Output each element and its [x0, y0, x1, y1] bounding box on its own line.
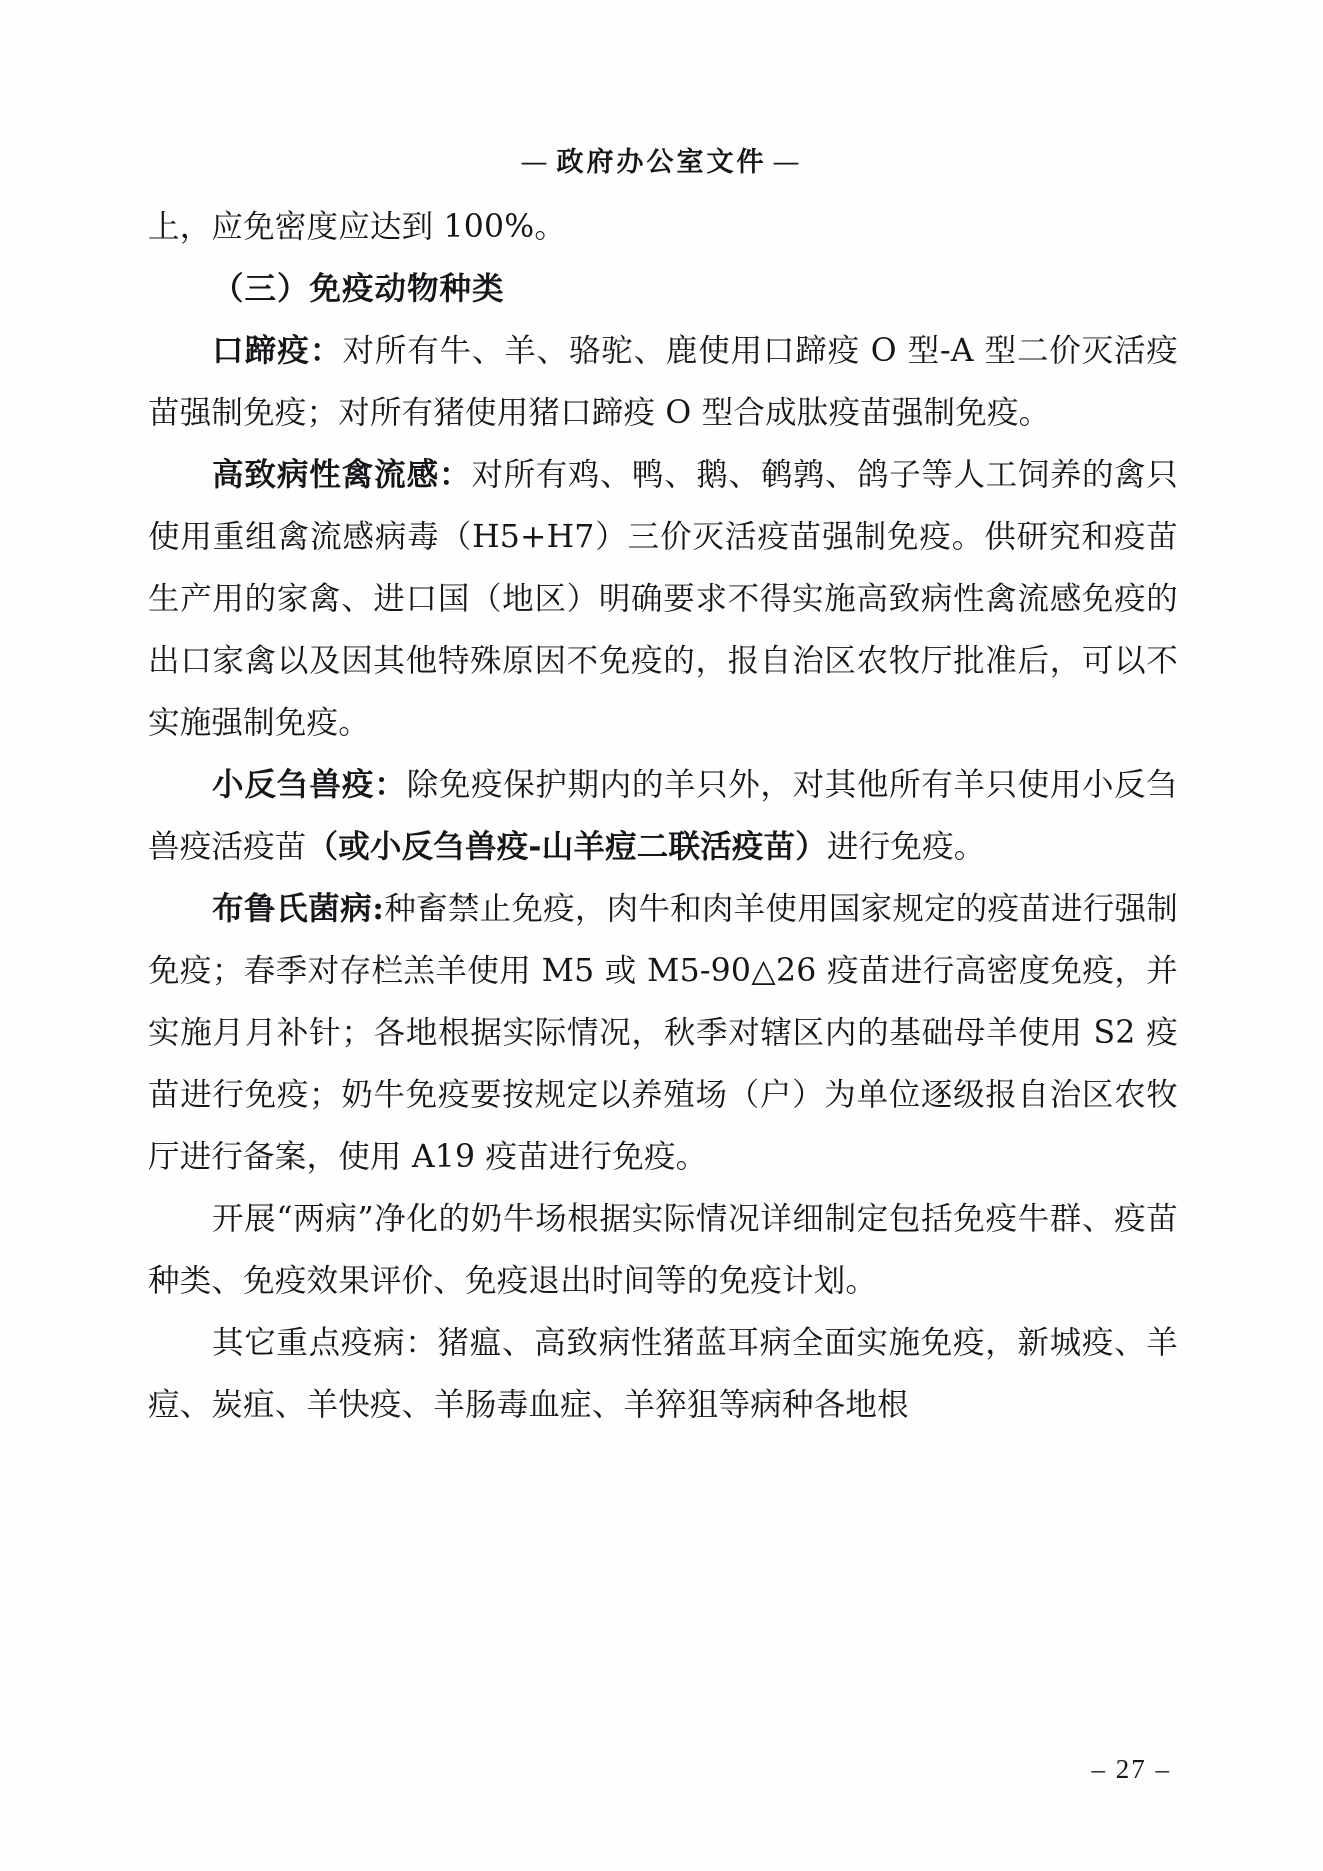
paragraph-carryover: 上，应免密度应达到 100%。	[148, 209, 567, 245]
header-dash-left: —	[520, 147, 551, 178]
term-ppr-text-2: 进行免疫。	[827, 829, 986, 865]
paragraph-other-diseases: 其它重点疫病：猪瘟、高致病性猪蓝耳病全面实施免疫，新城疫、羊痘、炭疽、羊快疫、羊肠毒血症、羊猝狙等病种各地根	[148, 1325, 1178, 1423]
term-ppr-text-1: 除免疫保护期内的羊只外，对其他所有羊只使用小反刍兽疫活疫苗	[148, 767, 1178, 865]
paragraph-fmd	[148, 320, 1178, 444]
term-brucellosis: 布鲁氏菌病:	[212, 890, 385, 927]
paragraph-avian-influenza	[148, 444, 1178, 754]
term-avian-influenza: 高致病性禽流感：	[212, 456, 472, 493]
paragraph-brucellosis	[148, 878, 1178, 1188]
term-ppr-text-emphasis: （或小反刍兽疫-山羊痘二联活疫苗）	[306, 828, 827, 865]
term-ppr: 小反刍兽疫：	[212, 766, 407, 803]
header-dash-right: —	[772, 147, 803, 178]
term-fmd-text: 对所有牛、羊、骆驼、鹿使用口蹄疫 O 型-A 型二价灭活疫苗强制免疫；对所有猪使用猪口蹄疫 O 型合成肽疫苗强制免疫。	[148, 333, 1178, 431]
paragraph-two-diseases: 开展“两病”净化的奶牛场根据实际情况详细制定包括免疫牛群、疫苗种类、免疫效果评价、免疫退出时间等的免疫计划。	[148, 1201, 1178, 1299]
term-avian-influenza-text: 对所有鸡、鸭、鹅、鹌鹑、鸽子等人工饲养的禽只使用重组禽流感病毒（H5+H7）三价灭活疫苗强制免疫。供研究和疫苗生产用的家禽、进口国（地区）明确要求不得实施高致病性禽流感免疫的出口家禽以及因其他特殊原因不免疫的，报自治区农牧厅批准后，可以不实施强制免疫。	[148, 457, 1178, 741]
section-heading: （三）免疫动物种类	[212, 270, 505, 307]
running-header	[0, 140, 1323, 179]
term-brucellosis-text: 种畜禁止免疫，肉牛和肉羊使用国家规定的疫苗进行强制免疫；春季对存栏羔羊使用 M5 或 M5-90△26 疫苗进行高密度免疫，并实施月月补针；各地根据实际情况，秋季对辖区内的基础母羊使用 S2 疫苗进行免疫；奶牛免疫要按规定以养殖场（户）为单位逐级报自治区农牧厅进行备案，使用 A19 疫苗进行免疫。	[148, 891, 1178, 1175]
term-fmd: 口蹄疫：	[212, 332, 343, 369]
paragraph-ppr	[148, 754, 1178, 878]
page-number: – 27 –	[1091, 1754, 1171, 1784]
header-title: 政府办公室文件	[556, 147, 767, 178]
body-column	[148, 196, 1178, 1436]
